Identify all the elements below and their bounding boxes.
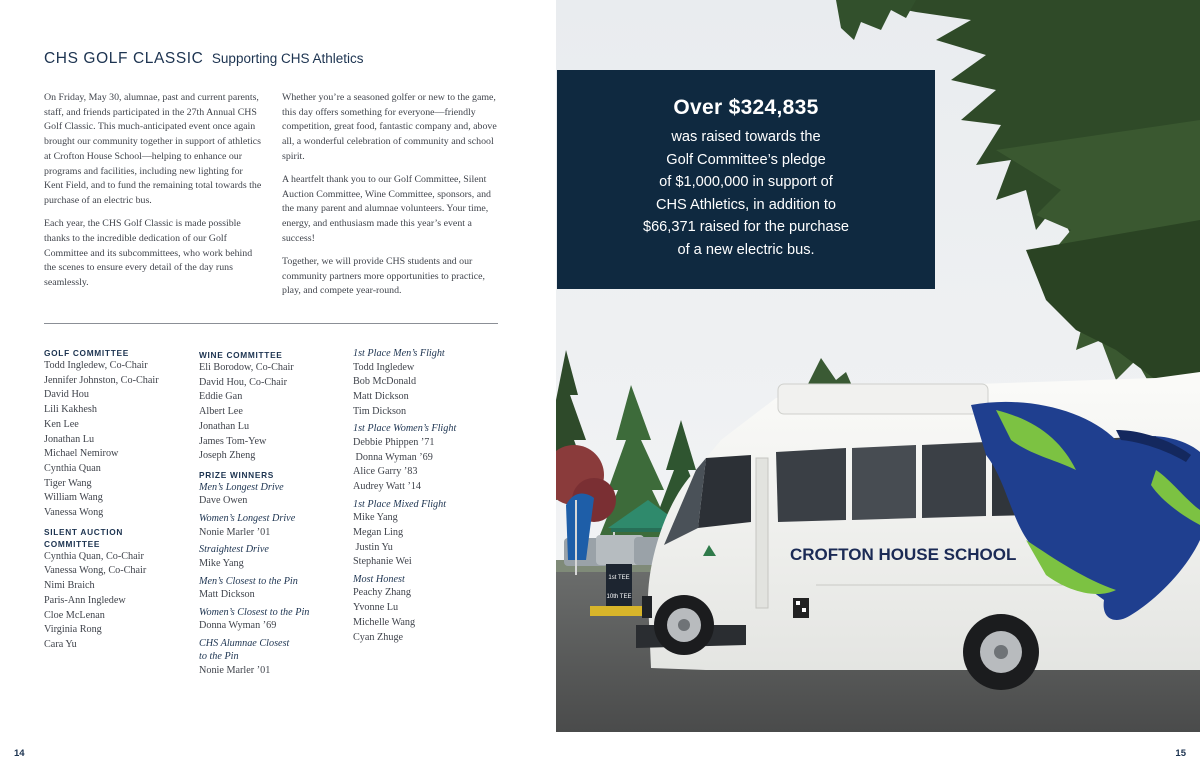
intro-paragraph: A heartfelt thank you to our Golf Committee, Silent Auction Committee, Wine Committee, sponsors, and the many parent and alumnae volunteers. Your time, energy, and enthusiasm made this year’s event a success! xyxy=(282,174,491,244)
golf-committee-heading: GOLF COMMITTEE xyxy=(44,348,129,358)
committee-member: Eli Borodow, Co-Chair xyxy=(199,362,294,373)
award-title-line: to the Pin xyxy=(199,651,239,663)
award-winner: Dave Owen xyxy=(199,495,248,507)
award-title: Women’s Closest to the Pin xyxy=(199,606,310,618)
committee-member: Eddie Gan xyxy=(199,391,243,403)
flight-winner: Justin Yu xyxy=(353,541,393,553)
intro-column-left xyxy=(44,91,262,299)
flight-winner: Audrey Watt ’14 xyxy=(353,480,422,492)
silent-auction-heading-line: COMMITTEE xyxy=(44,538,101,549)
callout-line: $66,371 raised for the purchase xyxy=(642,219,850,236)
flight-winner: Michelle Wang xyxy=(353,616,416,628)
award-winner: Nonie Marler ’01 xyxy=(199,526,271,538)
committee-member: Todd Ingledew, Co-Chair xyxy=(44,360,148,371)
flight-title: 1st Place Mixed Flight xyxy=(353,498,447,510)
page-number-left: 14 xyxy=(14,748,25,759)
award-title: Women’s Longest Drive xyxy=(199,513,296,525)
left-page xyxy=(0,0,556,776)
flight-winner: Matt Dickson xyxy=(353,390,409,402)
committee-member: Vanessa Wong xyxy=(44,507,104,519)
flight-winner: Bob McDonald xyxy=(353,376,417,388)
committee-member: Jennifer Johnston, Co-Chair xyxy=(44,374,159,386)
flight-winner: Tim Dickson xyxy=(353,405,407,417)
flight-winner: Stephanie Wei xyxy=(353,556,412,568)
flight-title: 1st Place Men’s Flight xyxy=(353,348,445,359)
committee-member: William Wang xyxy=(44,492,103,504)
flight-winner: Cyan Zhuge xyxy=(353,631,404,643)
award-winner: Mike Yang xyxy=(199,557,244,569)
callout-line: was raised towards the xyxy=(671,129,821,145)
award-winner: Nonie Marler ’01 xyxy=(199,664,271,676)
section-divider xyxy=(44,323,498,324)
page-number-right: 15 xyxy=(1175,748,1186,759)
committee-member: Tiger Wang xyxy=(44,477,92,489)
front-wheel xyxy=(654,595,714,655)
award-title xyxy=(199,637,344,664)
award-title: Men’s Closest to the Pin xyxy=(199,575,298,587)
flight-title: Most Honest xyxy=(353,573,405,585)
committee-member: David Hou, Co-Chair xyxy=(199,376,287,388)
committee-member: Vanessa Wong, Co-Chair xyxy=(44,565,147,577)
silent-auction-heading xyxy=(44,526,194,550)
flight-winner: Alice Garry ’83 xyxy=(353,466,418,478)
fundraising-callout xyxy=(557,70,935,289)
flight-title: 1st Place Women’s Flight xyxy=(353,423,457,435)
flight-winner: Mike Yang xyxy=(353,512,398,524)
committee-member: Cynthia Quan xyxy=(44,462,101,474)
committee-member: Michael Nemirow xyxy=(44,448,119,460)
prize-winners-heading: PRIZE WINNERS xyxy=(199,469,275,480)
committee-member: Jonathan Lu xyxy=(199,420,250,432)
callout-line: of $1,000,000 in support of xyxy=(659,174,833,191)
committee-member: Lili Kakhesh xyxy=(44,404,97,416)
callout-line: of a new electric bus. xyxy=(677,241,815,258)
flight-winner: Yvonne Lu xyxy=(353,602,399,614)
committees-column-1 xyxy=(44,347,194,653)
bus-lettering: CROFTON HOUSE SCHOOL xyxy=(790,545,1017,564)
award-winner: Donna Wyman ’69 xyxy=(199,620,277,632)
committee-member: Nimi Braich xyxy=(44,580,95,592)
callout-line: Golf Committee’s pledge xyxy=(666,151,826,168)
flight-winner: Donna Wyman ’69 xyxy=(353,451,433,463)
award-title: Men’s Longest Drive xyxy=(199,481,284,493)
tee-sign-bottom-text: 10th TEE xyxy=(606,594,632,600)
intro-column-right xyxy=(282,91,504,308)
committees-column-2 xyxy=(199,349,344,679)
roof-unit xyxy=(778,384,988,414)
heading-title: CHS GOLF CLASSIC xyxy=(44,50,204,67)
committee-member: Cara Yu xyxy=(44,638,77,650)
qr-code xyxy=(793,598,809,618)
award-title-line: CHS Alumnae Closest xyxy=(199,637,290,649)
silent-auction-heading-line: SILENT AUCTION xyxy=(44,526,124,537)
committee-member: Joseph Zheng xyxy=(199,450,256,462)
rear-wheel xyxy=(963,614,1039,690)
callout-body xyxy=(577,126,915,262)
intro-paragraph: Together, we will provide CHS students and our community partners more opportunities to practice, play, and compete year-round. xyxy=(282,256,485,297)
committee-member: David Hou xyxy=(44,389,89,401)
callout-line: CHS Athletics, in addition to xyxy=(655,196,837,213)
flight-winner: Peachy Zhang xyxy=(353,587,411,599)
intro-paragraph: Each year, the CHS Golf Classic is made possible thanks to the incredible dedication of our Golf Committee and its subcommittees, who work behind the scenes to ensure every detail of the day runs seamlessly. xyxy=(44,218,253,288)
heading-subtitle: Supporting CHS Athletics xyxy=(211,51,364,66)
flight-winner: Todd Ingledew xyxy=(353,361,415,373)
award-winner: Matt Dickson xyxy=(199,589,255,601)
committee-member: Jonathan Lu xyxy=(44,433,95,445)
committee-member: Virginia Rong xyxy=(44,624,102,636)
tee-sign xyxy=(606,564,632,608)
flight-winner: Megan Ling xyxy=(353,526,404,538)
committee-member: Paris-Ann Ingledew xyxy=(44,594,126,606)
intro-paragraph: On Friday, May 30, alumnae, past and current parents, staff, and friends participated in the 27th Annual CHS Golf Classic. This much-anticipated event once again brought our community together in support of athletics at Crofton House School—helping to enhance our programs and facilities, including new lighting for Kent Field, and to fund the remaining total towards the purchase of an electric bus. xyxy=(44,92,262,206)
tee-sign-top-text: 1st TEE xyxy=(608,575,630,581)
callout-amount: Over $324,835 xyxy=(673,96,819,119)
committee-member: Ken Lee xyxy=(44,418,79,430)
committee-member: James Tom-Yew xyxy=(199,435,267,447)
flights-column xyxy=(353,347,503,645)
intro-paragraph: Whether you’re a seasoned golfer or new to the game, this day offers something for everyone—friendly competition, great food, fantastic company and, above all, a wonderful celebration of community and school spirit. xyxy=(282,92,497,162)
wine-committee-heading: WINE COMMITTEE xyxy=(199,350,283,360)
award-title: Straightest Drive xyxy=(199,544,269,556)
committee-member: Albert Lee xyxy=(199,406,243,418)
committee-member: Cynthia Quan, Co-Chair xyxy=(44,550,144,562)
committee-member: Cloe McLenan xyxy=(44,609,105,621)
page-heading xyxy=(44,50,364,68)
flight-winner: Debbie Phippen ’71 xyxy=(353,436,435,448)
